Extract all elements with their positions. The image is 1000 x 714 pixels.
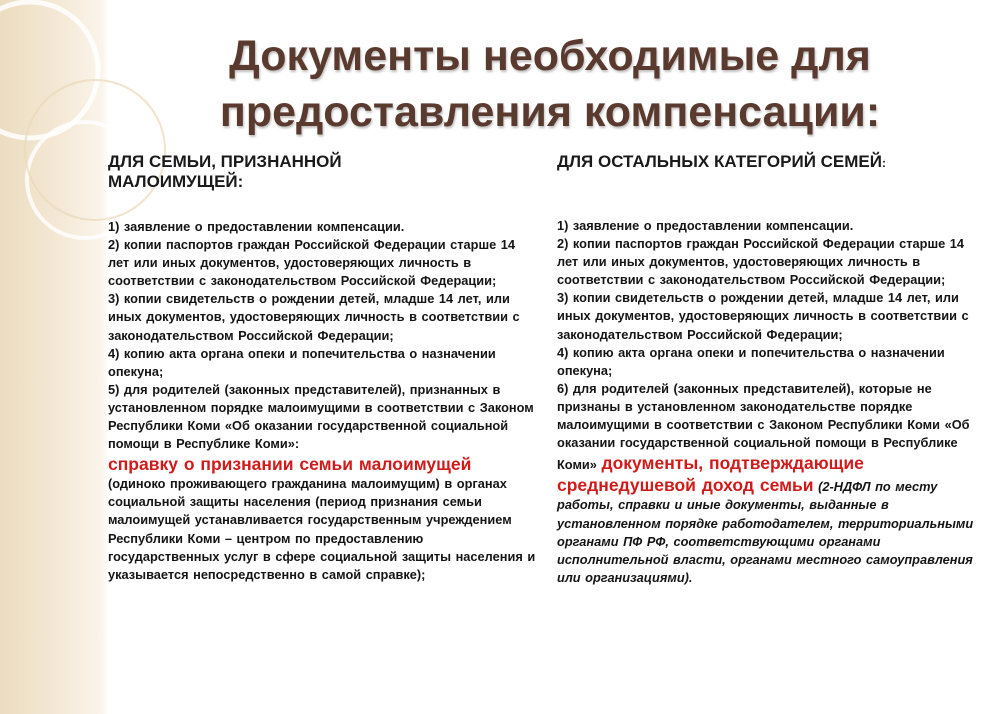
right-heading-wrap [557,152,977,173]
right-document-list [557,217,977,587]
left-document-list [108,218,538,584]
list-item: 2) копии паспортов граждан Российской Федерации старше 14 лет или иных документов, удостоверяющих личность в соответствии с законодательством Российской Федерации; [557,236,965,288]
right-highlight: документы, подтверждающие среднедушевой доход семьи [557,453,864,496]
right-column [557,152,977,587]
right-item-6: 6) для родителей (законных представителей), которые не признаны в установленном законодательстве порядке малоимущими в соответствии с Законом Республики Коми «Об оказании государственной социальной помощи в Республике Коми» [557,380,970,473]
list-item: 4) копию акта органа опеки и попечительства о назначении опекуна; [108,345,496,379]
left-column [108,152,538,584]
list-item: 1) заявление о предоставлении компенсации. [557,218,854,233]
list-item: 4) копию акта органа опеки и попечительства о назначении опекуна; [557,344,945,378]
left-highlight: справку о признании семьи малоимущей [108,454,472,475]
right-heading: ДЛЯ ОСТАЛЬНЫХ КАТЕГОРИЙ СЕМЕЙ [557,152,882,171]
list-item: 2) копии паспортов граждан Российской Федерации старше 14 лет или иных документов, удостоверяющих личность в соответствии с законодательством Российской Федерации; [108,237,516,289]
list-item: 3) копии свидетельств о рождении детей, младше 14 лет, или иных документов, удостоверяющих личность в соответствии с законодательством Российской Федерации; [557,290,969,342]
left-tail: (одиноко проживающего гражданина малоимущим) в органах социальной защиты населения (период признания семьи малоимущей устанавливается государственным учреждением Республики Коми – центром по предоставлению государственных услуг в сфере социальной защиты населения и указывается непосредственно в самой справке); [108,476,536,582]
page-title [140,28,960,140]
list-item: 1) заявление о предоставлении компенсации. [108,219,405,234]
right-heading-colon: : [881,156,886,170]
list-item-6 [557,380,977,587]
title-line-1: Документы необходимые для [229,32,871,80]
title-line-2: предоставления компенсации: [219,88,881,136]
right-tail: (2-НДФЛ по месту работы, справки и иные документы, выданные в установленном порядке работодателем, территориальными органами ПФ РФ, соответствующими органами исполнительной власти, органами местного самоуправления или организациями). [557,479,974,585]
list-item: 5) для родителей (законных представителей), признанных в установленном порядке малоимущими в соответствии с Законом Республики Коми «Об оказании государственной социальной помощи в Республике Коми»: [108,381,534,452]
list-item: 3) копии свидетельств о рождении детей, младше 14 лет, или иных документов, удостоверяющих личность в соответствии с законодательством Российской Федерации; [108,291,520,343]
left-heading: ДЛЯ СЕМЬИ, ПРИЗНАННОЙ МАЛОИМУЩЕЙ: [108,152,342,191]
